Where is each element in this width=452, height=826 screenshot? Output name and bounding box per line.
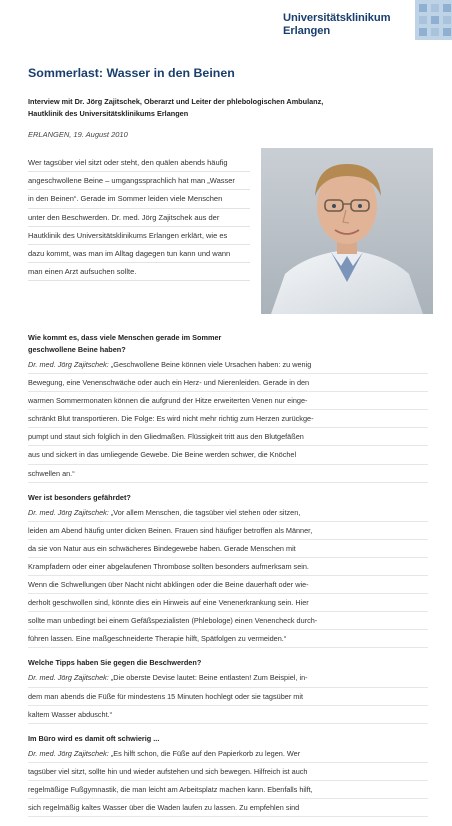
answer-line: pumpt und staut sich folglich in den Gliedmaßen. Flüssigkeit tritt aus den Blutgefäßen: [28, 428, 428, 446]
answer-line: regelmäßige Fußgymnastik, die man leicht am Arbeitsplatz machen kann. Ebenfalls hilft,: [28, 781, 428, 799]
question-line: Wer ist besonders gefährdet?: [28, 492, 131, 502]
answer-line: führen lassen. Eine maßgeschneiderte Therapie hilft, Spätfolgen zu vermeiden.“: [28, 630, 428, 648]
speaker-label: Dr. med. Jörg Zajitschek:: [28, 507, 109, 517]
lead-line: in den Beinen“. Gerade im Sommer leiden viele Menschen: [28, 190, 250, 208]
question-line: geschwollene Beine haben?: [28, 345, 126, 354]
article-title: Sommerlast: Wasser in den Beinen: [28, 66, 235, 80]
answer-line: Bewegung, eine Venenschwäche oder auch ein Herz- und Nierenleiden. Gerade in den: [28, 374, 428, 392]
answer-line: Wenn die Schwellungen über Nacht nicht abklingen oder die Beine dauerhaft oder wie-: [28, 576, 428, 594]
answer-line: leiden am Abend häufig unter dicken Beinen. Frauen sind häufiger betroffen als Männer,: [28, 522, 428, 540]
speaker-label: Dr. med. Jörg Zajitschek:: [28, 360, 109, 369]
answer-line: „Vor allem Menschen, die tagsüber viel stehen oder sitzen,: [110, 507, 301, 517]
university-logo-text: [283, 12, 403, 38]
intro-line: Interview mit Dr. Jörg Zajitschek, Oberarzt und Leiter der phlebologischen Ambulanz,: [28, 97, 324, 106]
lead-line: Wer tagsüber viel sitzt oder steht, den quälen abends häufig: [28, 154, 250, 172]
answer-line: aus und sickert in das umliegende Gewebe. Die Beine werden schwer, die Knöchel: [28, 446, 428, 464]
answer-line: „Die oberste Devise lautet: Beine entlasten! Zum Beispiel, in-: [110, 673, 308, 683]
answer-line: dem man abends die Füße für mindestens 15 Minuten hochlegt oder sie tagsüber mit: [28, 688, 428, 706]
logo-mark-icon: [415, 0, 452, 40]
answer-line: sollte man unbedingt bei einem Gefäßspezialisten (Phlebologe) einen Venencheck durch-: [28, 612, 428, 630]
speaker-label: Dr. med. Jörg Zajitschek:: [28, 673, 109, 683]
lead-line: angeschwollene Beine – umgangssprachlich hat man „Wasser: [28, 172, 250, 190]
logo-line-2: Erlangen: [283, 25, 331, 37]
lead-line: man einen Arzt aufsuchen sollte.: [28, 263, 250, 281]
lead-line: unter den Beschwerden. Dr. med. Jörg Zajitschek aus der: [28, 209, 250, 227]
question: [28, 733, 428, 745]
lead-paragraph: [28, 154, 250, 281]
answer-line: schwellen an.“: [28, 465, 428, 483]
answer-line: sich regelmäßig kaltes Wasser über die Waden laufen zu lassen. Zu empfehlen sind: [28, 799, 428, 817]
answer-line: warmen Sommermonaten können die aufgrund der Hitze erweiterten Venen nur einge-: [28, 392, 428, 410]
answer-line: schränkt Blut transportieren. Die Folge: Es wird nicht mehr richtig zum Herzen zurückge-: [28, 410, 428, 428]
answer: [28, 745, 428, 817]
question: [28, 332, 428, 356]
qa-block: [28, 733, 428, 817]
answer-line: Krampfadern oder einer abgelaufenen Thrombose sollten besonders aufmerksam sein.: [28, 558, 428, 576]
answer-line: „Es hilft schon, die Füße auf den Papierkorb zu legen. Wer: [110, 748, 301, 758]
intro-line: Hautklinik des Universitätsklinikums Erlangen: [28, 108, 189, 118]
portrait-image: [261, 148, 433, 314]
answer-line: kaltem Wasser abduscht.“: [28, 706, 428, 724]
question: [28, 492, 428, 504]
answer-line: „Geschwollene Beine können viele Ursachen haben: zu wenig: [110, 360, 312, 369]
qa-block: [28, 492, 428, 649]
portrait-photo: [261, 148, 433, 314]
question-line: Welche Tipps haben Sie gegen die Beschwerden?: [28, 658, 202, 668]
qa-block: [28, 332, 428, 483]
speaker-label: Dr. med. Jörg Zajitschek:: [28, 748, 109, 758]
dateline: ERLANGEN, 19. August 2010: [28, 130, 128, 139]
article-intro: [28, 96, 428, 119]
answer: [28, 504, 428, 649]
article: [28, 66, 428, 826]
answer: [28, 356, 428, 483]
qa-block: [28, 657, 428, 723]
answer-line: derholt geschwollen sind, könnte dies ein Hinweis auf eine Venenerkrankung sein. Hier: [28, 594, 428, 612]
question-line: Wie kommt es, dass viele Menschen gerade im Sommer: [28, 333, 222, 342]
lead-line: dazu kommt, was man im Alltag dagegen tun kann und wann: [28, 245, 250, 263]
lead-line: Hautklinik des Universitätsklinikums Erlangen erklärt, wie es: [28, 227, 250, 245]
logo-line-1: Universitätsklinikum: [283, 12, 391, 24]
question-line: Im Büro wird es damit oft schwierig ...: [28, 733, 160, 743]
answer-line: da sie von Natur aus ein schwächeres Bindegewebe haben. Gerade Menschen mit: [28, 540, 428, 558]
lead-section: [28, 154, 428, 332]
answer: [28, 669, 428, 723]
answer-line: tagsüber viel sitzt, sollte hin und wieder aufstehen und sich bewegen. Hilfreich ist auch: [28, 763, 428, 781]
question: [28, 657, 428, 669]
